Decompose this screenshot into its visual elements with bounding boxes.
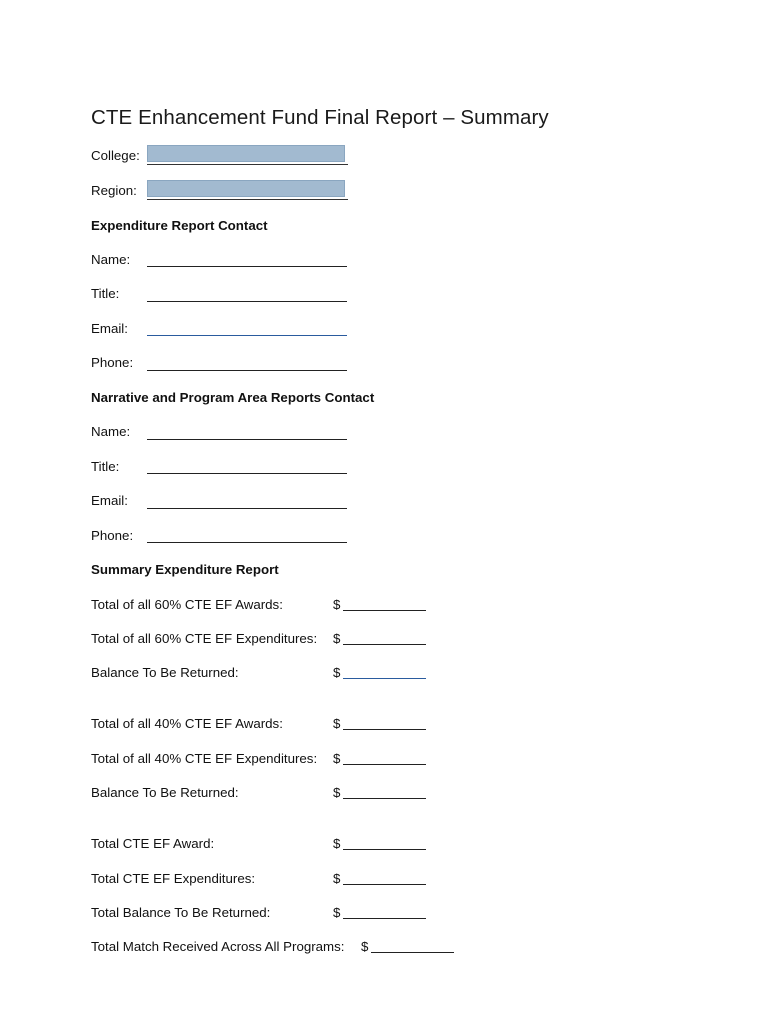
region-field[interactable]: [147, 180, 345, 197]
currency-symbol: $: [333, 665, 341, 680]
expenditure-title-field[interactable]: [147, 287, 347, 302]
narrative-contact-heading: Narrative and Program Area Reports Contact: [91, 390, 375, 405]
summary-row-label: Total of all 60% CTE EF Expenditures:: [91, 631, 318, 646]
narrative-email-field[interactable]: [147, 494, 347, 509]
narrative-phone-field[interactable]: [147, 528, 347, 543]
expenditure-phone-field[interactable]: [147, 356, 347, 371]
narrative-email-label: Email:: [91, 493, 128, 508]
currency-symbol: $: [333, 631, 341, 646]
narrative-title-field[interactable]: [147, 459, 347, 474]
expenditure-title-label: Title:: [91, 286, 120, 301]
summary-row-label: Total CTE EF Expenditures:: [91, 871, 256, 886]
summary-row-label: Balance To Be Returned:: [91, 665, 239, 680]
narrative-name-label: Name:: [91, 424, 131, 439]
match-amount-field[interactable]: [371, 939, 454, 953]
currency-symbol: $: [333, 597, 341, 612]
expenditure-name-label: Name:: [91, 252, 131, 267]
amount-field[interactable]: [343, 751, 426, 765]
summary-row-label: Balance To Be Returned:: [91, 785, 239, 800]
narrative-title-label: Title:: [91, 459, 120, 474]
region-label: Region:: [91, 183, 137, 198]
summary-row-label: Total Balance To Be Returned:: [91, 905, 271, 920]
amount-field[interactable]: [343, 905, 426, 919]
college-field[interactable]: [147, 145, 345, 162]
currency-symbol: $: [333, 751, 341, 766]
amount-field[interactable]: [343, 871, 426, 885]
expenditure-name-field[interactable]: [147, 252, 347, 267]
college-label: College:: [91, 148, 140, 163]
summary-row-label: Total of all 40% CTE EF Expenditures:: [91, 751, 318, 766]
amount-field[interactable]: [343, 631, 426, 645]
summary-row-label: Total CTE EF Award:: [91, 836, 215, 851]
summary-row-label: Total of all 40% CTE EF Awards:: [91, 716, 283, 731]
amount-field[interactable]: [343, 716, 426, 730]
expenditure-email-label: Email:: [91, 321, 128, 336]
match-label: Total Match Received Across All Programs:: [91, 939, 345, 954]
currency-symbol: $: [361, 939, 369, 954]
narrative-name-field[interactable]: [147, 425, 347, 440]
narrative-phone-label: Phone:: [91, 528, 134, 543]
amount-field[interactable]: [343, 597, 426, 611]
expenditure-phone-label: Phone:: [91, 355, 134, 370]
amount-field[interactable]: [343, 665, 426, 679]
amount-field[interactable]: [343, 836, 426, 850]
currency-symbol: $: [333, 716, 341, 731]
currency-symbol: $: [333, 905, 341, 920]
currency-symbol: $: [333, 785, 341, 800]
expenditure-contact-heading: Expenditure Report Contact: [91, 218, 268, 233]
summary-row-label: Total of all 60% CTE EF Awards:: [91, 597, 283, 612]
page-title: CTE Enhancement Fund Final Report – Summary: [91, 106, 549, 129]
expenditure-email-field[interactable]: [147, 321, 347, 336]
summary-heading: Summary Expenditure Report: [91, 562, 279, 577]
amount-field[interactable]: [343, 785, 426, 799]
currency-symbol: $: [333, 836, 341, 851]
currency-symbol: $: [333, 871, 341, 886]
